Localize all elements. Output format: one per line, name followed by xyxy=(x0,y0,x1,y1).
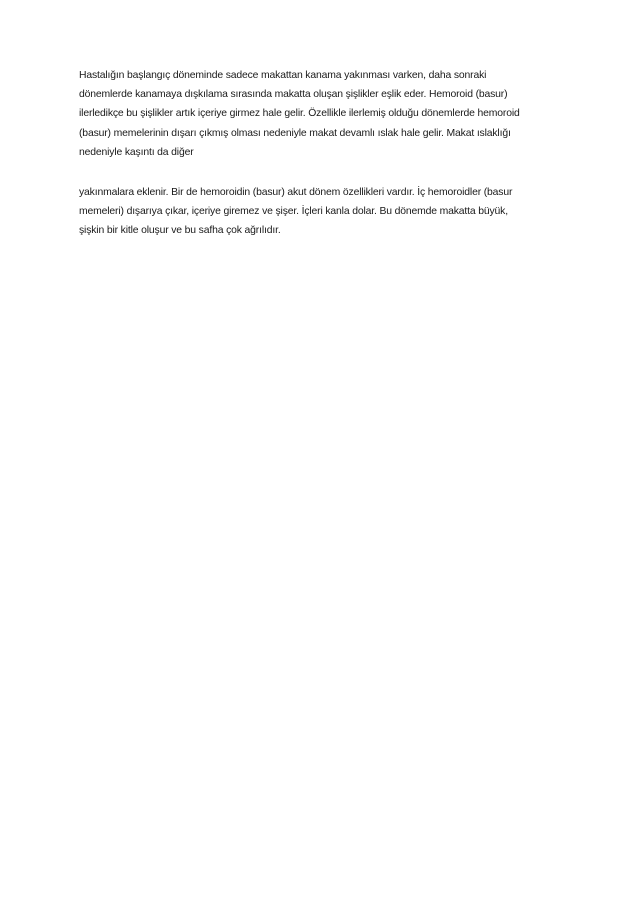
text-line: ilerledikçe bu şişlikler artık içeriye girmez hale gelir. Özellikle ilerlemiş olduğu dönemlerde hemoroid xyxy=(79,108,520,120)
text-line: Hastalığın başlangıç döneminde sadece makattan kanama yakınması varken, daha sonraki xyxy=(79,70,487,81)
text-line: şişkin bir kitle oluşur ve bu safha çok ağrılıdır. xyxy=(79,225,281,237)
paragraph-1 xyxy=(79,66,549,162)
text-line: nedeniyle kaşıntı da diğer xyxy=(79,146,194,158)
paragraph-2 xyxy=(79,183,549,241)
text-line: yakınmalara eklenir. Bir de hemoroidin (basur) akut dönem özellikleri vardır. İç hemoroidler (basur xyxy=(79,187,513,198)
text-line: dönemlerde kanamaya dışkılama sırasında makatta oluşan şişlikler eşlik eder. Hemoroid (basur) xyxy=(79,89,508,101)
text-line: (basur) memelerinin dışarı çıkmış olması nedeniyle makat devamlı ıslak hale gelir. Makat ıslaklığı xyxy=(79,127,511,139)
text-line: memeleri) dışarıya çıkar, içeriye giremez ve şişer. İçleri kanla dolar. Bu dönemde makatta büyük, xyxy=(79,206,508,218)
